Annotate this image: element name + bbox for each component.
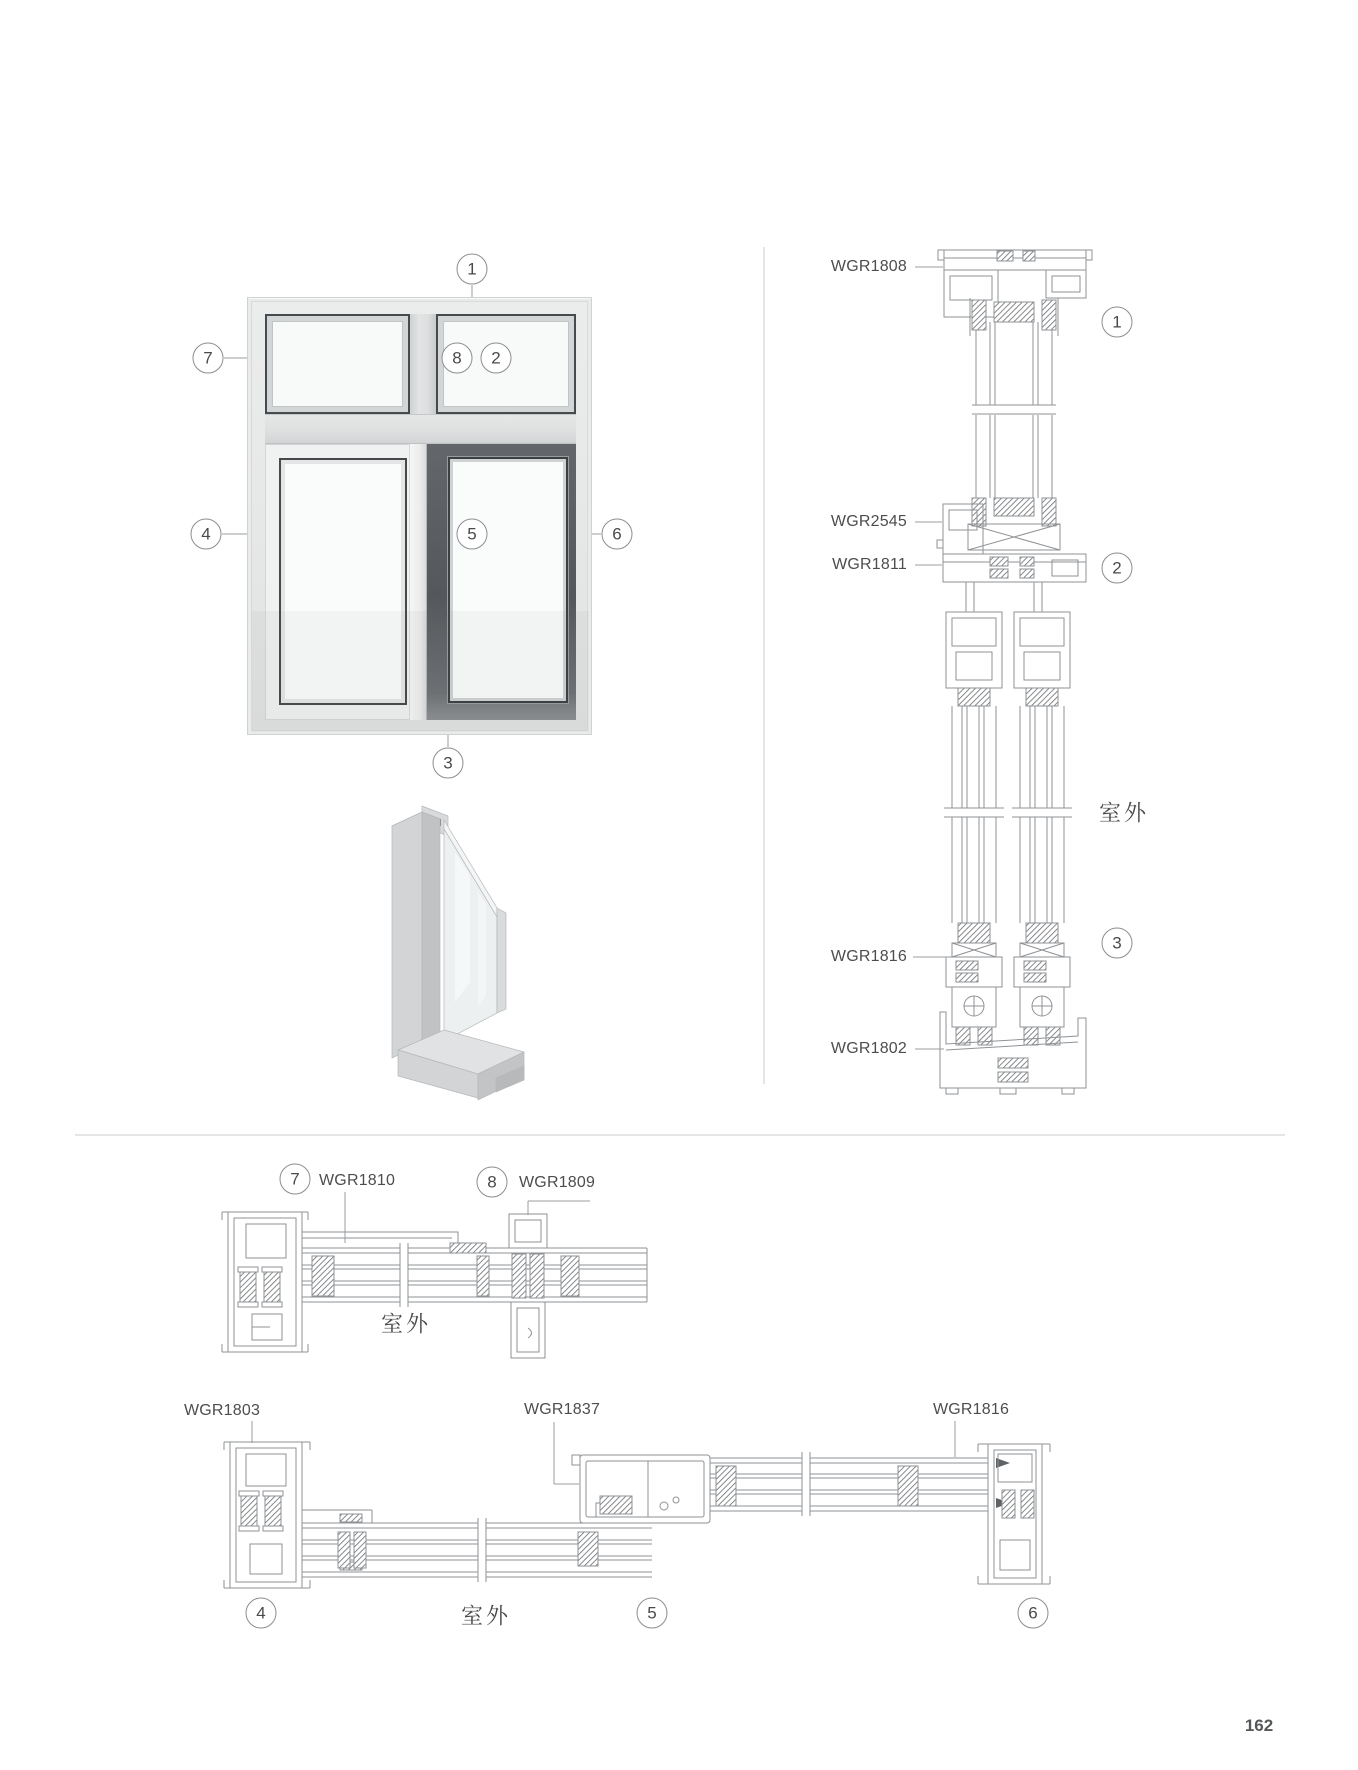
callout-8	[442, 343, 473, 374]
label-wgr1837: WGR1837	[523, 1401, 601, 1418]
callout-3-label: 3	[443, 753, 453, 772]
section-ref-8-label: 8	[487, 1172, 497, 1191]
section-ref-8	[477, 1167, 508, 1198]
callout-1-label: 1	[467, 259, 477, 278]
outdoor-label-vertical: 室外	[1098, 800, 1150, 826]
callout-7-label: 7	[203, 348, 213, 367]
section-ref-7	[280, 1164, 311, 1195]
callout-6	[602, 519, 633, 550]
callout-4	[191, 519, 222, 550]
elevation-top-mullion	[410, 314, 436, 414]
profile-3d-view	[392, 806, 524, 1100]
callout-4-label: 4	[201, 524, 211, 543]
label-wgr1809: WGR1809	[519, 1174, 596, 1191]
label-wgr1816-bottom: WGR1816	[932, 1401, 1010, 1418]
label-wgr1810: WGR1810	[319, 1172, 396, 1189]
callout-2	[481, 343, 512, 374]
label-wgr2545: WGR2545	[830, 513, 907, 530]
section-ref-2-label: 2	[1112, 558, 1122, 577]
label-wgr1808: WGR1808	[830, 258, 907, 275]
section-ref-7-label: 7	[290, 1169, 300, 1188]
section-ref-6-label: 6	[1028, 1603, 1038, 1622]
page-number: 162	[1244, 1716, 1274, 1735]
callout-8-label: 8	[452, 348, 462, 367]
callout-3	[433, 748, 464, 779]
label-wgr1811: WGR1811	[832, 556, 907, 573]
window-elevation	[247, 297, 592, 735]
callout-5	[457, 519, 488, 550]
label-wgr1803: WGR1803	[183, 1402, 261, 1419]
elevation-top-left-pane	[265, 314, 410, 414]
bottom-horizontal-section-drawing	[224, 1421, 1050, 1588]
label-wgr1802: WGR1802	[830, 1040, 907, 1057]
section-ref-3	[1102, 928, 1133, 959]
section-ref-1	[1102, 307, 1133, 338]
top-horizontal-section-drawing	[222, 1192, 647, 1358]
section-ref-6	[1018, 1598, 1049, 1629]
callout-1	[457, 254, 488, 285]
section-ref-2	[1102, 553, 1133, 584]
vertical-section-leaders	[913, 267, 950, 1049]
section-ref-4-label: 4	[256, 1603, 266, 1622]
section-ref-5	[637, 1598, 668, 1629]
callout-7	[193, 343, 224, 374]
section-ref-1-label: 1	[1112, 312, 1122, 331]
section-ref-4	[246, 1598, 277, 1629]
callout-6-label: 6	[612, 524, 622, 543]
section-ref-3-label: 3	[1112, 933, 1122, 952]
section-ref-5-label: 5	[647, 1603, 657, 1622]
label-wgr1816-vertical: WGR1816	[830, 948, 907, 965]
elevation-lower-shading	[252, 611, 589, 732]
elevation-transom-bar	[265, 414, 576, 444]
outdoor-label-top-section: 室外	[380, 1311, 432, 1337]
vertical-section-drawing	[937, 250, 1092, 1094]
outdoor-label-bottom-section: 室外	[460, 1603, 512, 1629]
callout-2-label: 2	[491, 348, 501, 367]
callout-5-label: 5	[467, 524, 477, 543]
